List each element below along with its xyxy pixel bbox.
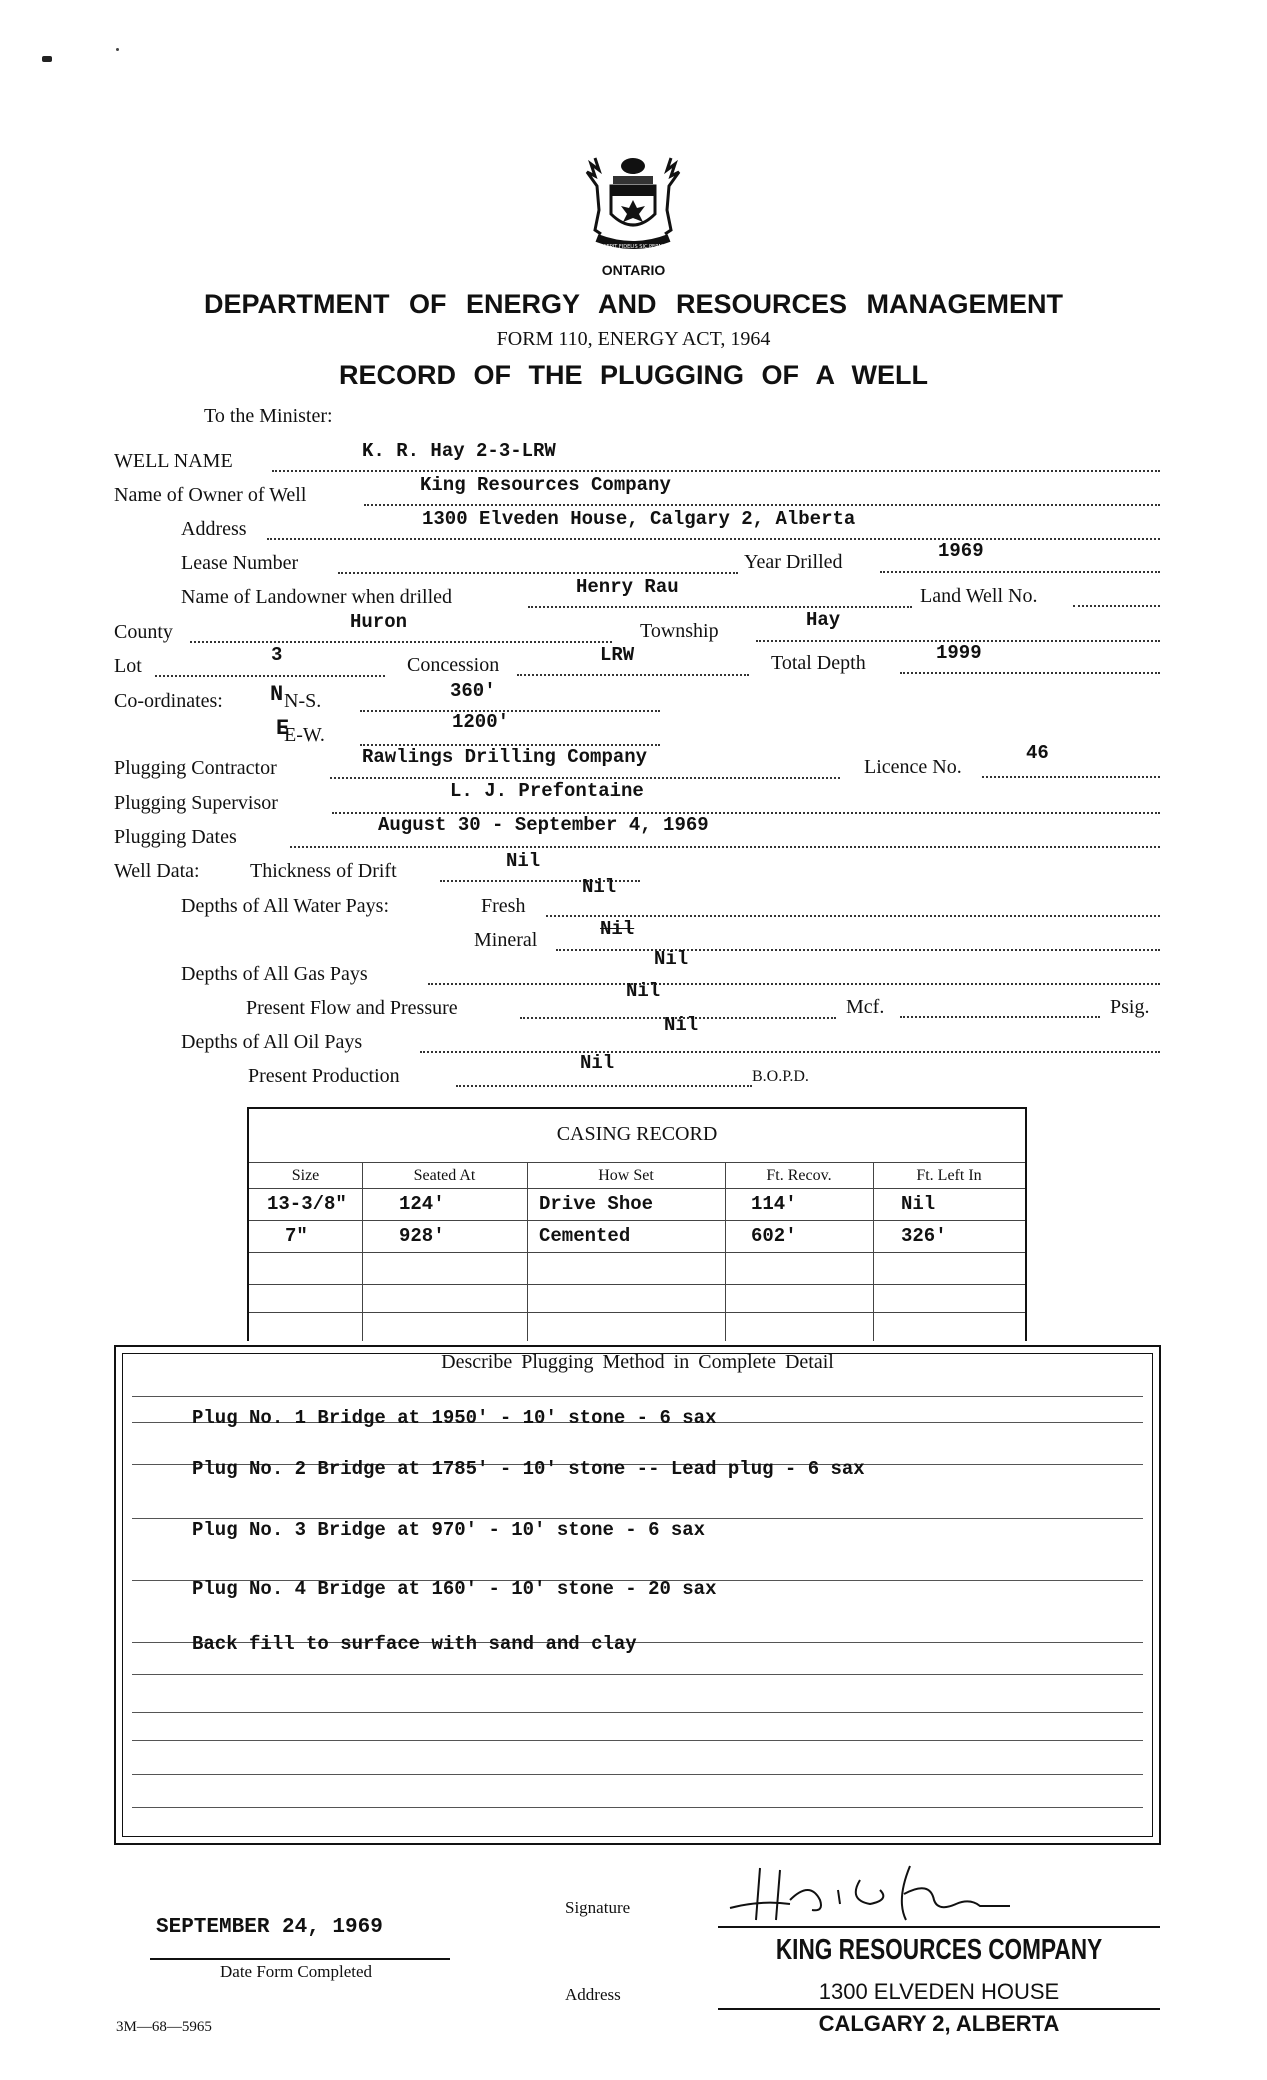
- page-title: RECORD OF THE PLUGGING OF A WELL: [339, 360, 928, 390]
- ns-line: [360, 710, 660, 712]
- table-cell: 7": [285, 1225, 308, 1247]
- date-completed-value: SEPTEMBER 24, 1969: [156, 1916, 383, 1939]
- landowner-label: Name of Landowner when drilled: [181, 586, 453, 608]
- present-production-label: Present Production: [248, 1065, 400, 1087]
- crest-motto: UT INCEPIT FIDELIS SIC PERMANET: [589, 244, 677, 250]
- well-name-label: WELL NAME: [114, 450, 233, 472]
- owner-label: Name of Owner of Well: [114, 484, 307, 506]
- address-stamp-line-1: 1300 ELVEDEN HOUSE: [818, 1979, 1060, 2004]
- form-reference: FORM 110, ENERGY ACT, 1964: [496, 328, 771, 350]
- ns-direction-mark: N: [270, 682, 284, 707]
- lot-line: [155, 675, 385, 677]
- gas-pays-label: Depths of All Gas Pays: [181, 963, 368, 985]
- year-drilled-line: [880, 571, 1160, 573]
- licence-line: [982, 776, 1160, 778]
- table-cell: Cemented: [539, 1225, 631, 1247]
- township-label: Township: [640, 620, 719, 642]
- fresh-water-value: Nil: [582, 876, 617, 898]
- water-pays-label: Depths of All Water Pays:: [181, 895, 389, 917]
- plugging-contractor-line: [330, 777, 840, 779]
- table-cell: 13-3/8": [267, 1193, 347, 1215]
- table-cell: 124': [399, 1193, 445, 1215]
- mcf-label: Mcf.: [846, 996, 885, 1018]
- scan-mark: [116, 48, 119, 51]
- company-stamp: KING RESOURCES COMPANY: [775, 1934, 1103, 1966]
- county-value: Huron: [350, 611, 408, 633]
- drift-thickness-value: Nil: [506, 850, 541, 872]
- lease-line: [338, 572, 738, 574]
- total-depth-value: 1999: [936, 642, 982, 664]
- ew-direction-mark: E: [276, 716, 290, 741]
- lot-value: 3: [271, 644, 283, 666]
- header-ft-recov: Ft. Recov.: [766, 1167, 832, 1184]
- plugging-method-box: [114, 1345, 1161, 1845]
- lease-label: Lease Number: [181, 552, 299, 574]
- header-size: Size: [291, 1167, 320, 1184]
- oil-pays-label: Depths of All Oil Pays: [181, 1031, 363, 1053]
- land-well-line: [1073, 605, 1160, 607]
- flow-pressure-value: Nil: [626, 980, 661, 1002]
- year-drilled-value: 1969: [938, 540, 984, 562]
- concession-label: Concession: [407, 654, 500, 676]
- mineral-water-line: [556, 949, 1160, 951]
- signature-label: Signature: [565, 1898, 631, 1917]
- oil-pays-line: [420, 1051, 1160, 1053]
- plugging-method-title: Describe Plugging Method in Complete Detail: [441, 1351, 834, 1373]
- plugging-supervisor-value: L. J. Prefontaine: [450, 780, 644, 802]
- address-value: 1300 Elveden House, Calgary 2, Alberta: [422, 508, 856, 530]
- landowner-value: Henry Rau: [576, 576, 679, 598]
- plugging-dates-value: August 30 - September 4, 1969: [378, 814, 709, 836]
- county-label: County: [114, 621, 173, 643]
- plug-line-4: Plug No. 4 Bridge at 160' - 10' stone - 20 sax: [192, 1578, 717, 1600]
- table-cell: 114': [751, 1193, 797, 1215]
- table-cell: 928': [399, 1225, 445, 1247]
- table-cell: Nil: [901, 1193, 936, 1215]
- casing-record-table: [247, 1107, 1027, 1341]
- handwritten-signature: [720, 1860, 1030, 1926]
- psig-label: Psig.: [1110, 996, 1150, 1018]
- well-name-value: K. R. Hay 2-3-LRW: [362, 440, 556, 462]
- county-line: [190, 641, 612, 643]
- licence-label: Licence No.: [864, 756, 962, 778]
- owner-line: [364, 504, 1160, 506]
- licence-value: 46: [1026, 742, 1049, 764]
- land-well-label: Land Well No.: [920, 585, 1038, 607]
- mineral-water-value: Nil: [600, 918, 635, 940]
- table-cell: 602': [751, 1225, 797, 1247]
- concession-value: LRW: [600, 644, 635, 666]
- present-production-line: [456, 1085, 752, 1087]
- fresh-water-label: Fresh: [481, 895, 526, 917]
- date-completed-label: Date Form Completed: [220, 1962, 373, 1981]
- plugging-contractor-label: Plugging Contractor: [114, 757, 277, 779]
- plugging-supervisor-label: Plugging Supervisor: [114, 792, 278, 814]
- present-production-value: Nil: [580, 1052, 615, 1074]
- form-code: 3M—68—5965: [116, 2019, 212, 2035]
- ontario-coat-of-arms-icon: [577, 150, 689, 258]
- ew-label: E-W.: [284, 724, 325, 746]
- address-label: Address: [181, 518, 247, 540]
- addressee: To the Minister:: [204, 405, 333, 427]
- header-ft-left-in: Ft. Left In: [916, 1167, 982, 1184]
- oil-pays-value: Nil: [664, 1014, 699, 1036]
- plugging-dates-label: Plugging Dates: [114, 826, 237, 848]
- coordinates-label: Co-ordinates:: [114, 690, 223, 712]
- table-cell: Drive Shoe: [539, 1193, 654, 1215]
- casing-record-title: CASING RECORD: [556, 1123, 718, 1145]
- township-value: Hay: [806, 609, 841, 631]
- lot-label: Lot: [114, 655, 142, 677]
- ew-value: 1200': [452, 711, 510, 733]
- gas-pays-value: Nil: [654, 948, 689, 970]
- header-seated-at: Seated At: [413, 1167, 476, 1184]
- bopd-label: B.O.P.D.: [752, 1068, 809, 1085]
- total-depth-label: Total Depth: [771, 652, 866, 674]
- plug-line-5: Back fill to surface with sand and clay: [192, 1633, 637, 1655]
- fresh-water-line: [546, 915, 1160, 917]
- plug-line-3: Plug No. 3 Bridge at 970' - 10' stone - 6 sax: [192, 1519, 706, 1541]
- table-cell: 326': [901, 1225, 947, 1247]
- ns-value: 360': [450, 680, 496, 702]
- concession-line: [517, 674, 749, 676]
- year-drilled-label: Year Drilled: [744, 551, 843, 573]
- owner-value: King Resources Company: [420, 474, 671, 496]
- scan-mark: [42, 56, 52, 62]
- gas-pays-line: [428, 983, 1160, 985]
- mineral-water-label: Mineral: [474, 929, 538, 951]
- total-depth-line: [900, 672, 1160, 674]
- address-line: [267, 538, 1160, 540]
- plug-line-2: Plug No. 2 Bridge at 1785' - 10' stone -- Lead plug - 6 sax: [192, 1458, 865, 1480]
- province-label: ONTARIO: [601, 262, 666, 278]
- well-data-label: Well Data:: [114, 860, 200, 882]
- flow-pressure-label: Present Flow and Pressure: [246, 997, 458, 1019]
- psig-line: [900, 1016, 1100, 1018]
- department-heading: DEPARTMENT OF ENERGY AND RESOURCES MANAGEMENT: [203, 289, 1064, 319]
- ns-label: N-S.: [284, 690, 322, 712]
- header-how-set: How Set: [598, 1167, 654, 1184]
- well-name-line: [272, 470, 1160, 472]
- address-footer-label: Address: [565, 1985, 621, 2004]
- landowner-line: [528, 606, 912, 608]
- plug-line-1: Plug No. 1 Bridge at 1950' - 10' stone - 6 sax: [192, 1407, 717, 1429]
- drift-thickness-label: Thickness of Drift: [250, 860, 397, 882]
- address-stamp-line-2: CALGARY 2, ALBERTA: [818, 2011, 1060, 2036]
- plugging-dates-line: [290, 846, 1160, 848]
- plugging-contractor-value: Rawlings Drilling Company: [362, 746, 648, 768]
